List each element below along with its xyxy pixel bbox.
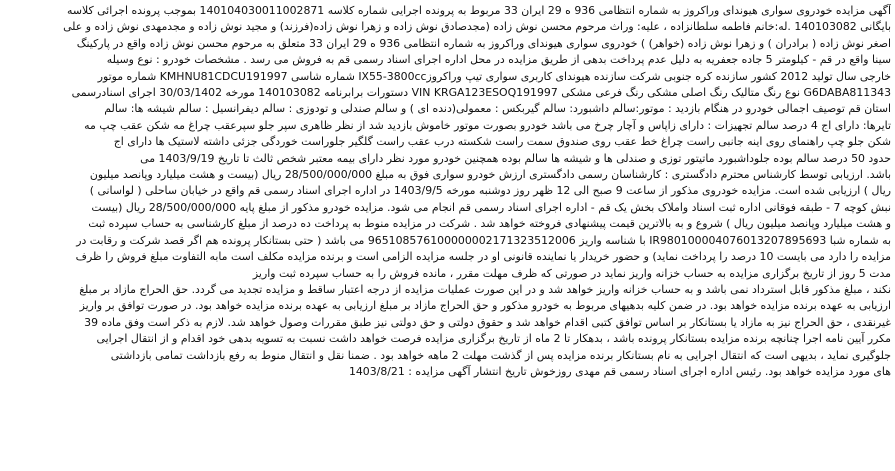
notice-line: شکن جلو چپ راهنمای روی اینه جانبی راست چراغ خط عقب روی صندوق سمت راست شکسته درب عقب راست گلگیر جلوراست خوردگی جزئی داشته لاستیک ها دارای اج [113,135,891,149]
notice-line: مکرر آیین نامه اجرا چنانچه برنده مزایده بستانکار پرونده باشد ، بدهکار تا 2 ماه از تاریخ برگزاری مزایده فرصت خواهد داشت نسبت به تسویه بدهی خود اقدام و از انتقال اجرایی [96,332,891,346]
notice-line: ریال ) ارزیابی شده است. مزایده خودروی مذکور از ساعت 9 صبح الی 12 ظهر روز دوشنبه مورخه 1403/9/5 در اداره اجرای اسناد رسمی قم واقع در خیابان ساحلی ( لواسانی ) [89,184,891,198]
notice-line: استان قم توصیف اجمالی خودرو در هنگام بازدید : موتور:سالم داشبورد: سالم گیربکس : معمولی(دنده ای ) و سالم صندلی و تودوزی : سالم دیفرانسیل : سالم شیشه ها: سالم [104,102,891,116]
notice-line: بایگانی 140103082 .له:خانم فاطمه سلطانزاده ، علیه: وراث مرحوم محسن نوش زاده (مجدصادق نوش زاده و زهرا نوش زاده(فرزند) و مجید نوش زاده و مجدمهدی نوش زاده و علی [63,20,891,34]
notice-line: های مورد مزایده خواهد بود. رئیس اداره اجرای اسناد رسمی قم مهدی روزخوش تاریخ انتشار آگهی مزایده : 1403/8/21 [348,364,891,378]
notice-line: به شماره شبا IR980100004076013207895693 با شناسه واریز 965108576100000002171323512006 می باشد ( حتی بستانکار پرونده هم اگر قصد شرکت و رقابت در [76,233,891,247]
notice-line: تایرها: دارای اج 4 درصد سالم تجهیزات : دارای زاپاس و آچار چرخ می باشد خودرو بصورت موتور خاموش بازدید شد از نظر ظاهری سپر جلو سپرعقب چراغ مه شکن عقب چپ مه [84,118,891,132]
notice-line: مزایده را دارد می بایست 10 درصد را پرداخت نماید) و حضور خریدار یا نماینده قانونی او در جلسه مزایده الزامی است و برنده مزایده مکلف است مابه التفاوت مبلغ فروش را ظرف [75,250,891,264]
notice-line: حدود 50 درصد سالم بوده جلوداشبورد ماتیتور توزی و صندلی ها و شیشه ها سالم بوده همچنین خودرو مورد نظر دارای بیمه معتبر شخص ثالث تا تاریخ 1403/9/19 می [140,151,891,165]
notice-line: نکند ، مبلغ مذکور قابل استرداد نمی باشد و به حساب خزانه واریز خواهد شد و در این صورت عملیات مزایده از درجه اعتبار ساقط و مزایده تجدید می گردد. حق الحراج مازاد بر مبلغ [79,282,891,296]
notice-line: آگهی مزایده خودروی سواری هیوندای وراکروز به شماره انتظامی 936 ه 29 ایران 33 مربوط به پرونده اجرایی شماره کلاسه 140104030011002871 بموجب پرونده اجرائی کلاسه [66,4,891,17]
notice-line: ارزیابی به عهده برنده مزایده خواهد بود. در ضمن کلیه بدهیهای مربوط به خودرو مذکور و حق الحراج مازاد بر مبلغ ارزیابی به عهده برنده مزایده خواهد بود. در صورت توافق بر واریز [79,299,891,313]
notice-line: باشد. ارزیابی توسط کارشناس محترم دادگستری : کارشناسان رسمی دادگستری ارزش خودرو سواری فوق به مبلغ 28/500/000/000 ریال (بیست و هشت میلیارد وپانصد میلیون [89,168,891,182]
notice-line: مدت 5 روز از تاریخ برگزاری مزایده به حساب خزانه واریز نماید در صورتی که ظرف مهلت مقرر ، مانده فروش را به حساب سپرده ثبت واریز [252,266,891,280]
notice-line: سینا واقع در قم - کیلومتر 5 جاده جعفریه به دلیل عدم پرداخت بدهی از طریق مزایده در محل اداره اجرای اسناد رسمی قم به فروش می رسد . مشخصات خودرو : نوع وسیله [106,53,891,67]
notice-line: غیرنقدی ، حق الحراج نیز به مازاد یا بستانکار بر اساس توافق کتبی اقدام خواهد شد و حقوق دولتی و حق دولتی نیز طبق مقررات وصول خواهد شد. لازم به ذکر است وفق ماده 39 [84,315,891,329]
notice-line: خارجی سال تولید 2012 کشور سازنده کره جنوبی شرکت سازنده هیوندای کاربری سواری تیپ وراکروزIX55-3800cc شماره شاسی KMHNU81CDCU191997 شماره موتور [97,69,891,83]
notice-line: جلوگیری نماید ، بدیهی است که انتقال اجرایی به نام بستانکار برنده مزایده پس از گذشت مهلت 2 ماهه خواهد بود . ضمنا نقل و انتقال منوط به رفع بازداشت تمامی بازداشتی [110,348,891,362]
notice-line: نبش کوچه 7 - طبقه فوقانی اداره ثبت اسناد واملاک بخش یک قم - اداره اجرای اسناد رسمی قم انجام می شود. مزایده خودرو مذکور از مبلغ پایه 28/500/000/000 ریال (بیست [91,200,891,214]
notice-line: و هشت میلیارد وپانصد میلیون ریال ) شروع و به بالاترین قیمت پیشنهادی فروخته خواهد شد . شرکت در مزایده منوط به پرداخت ده درصد از مبلغ کارشناسی به حساب سپرده ثبت [88,217,891,231]
notice-line: G6DABA811343 نوع رنگ متالیک رنگ اصلی مشکی رنگ فرعی مشکی VIN KRGA123ESOQ191997 دستورات برابرنامه 140103082 مورخه 30/03/1402 اجرای اسنادرسمی [71,86,891,100]
auction-notice-body [4,3,891,380]
notice-line: اصغر نوش زاده ( برادران ) و زهرا نوش زاده (خواهر) ) خودروی سواری هیوندای وراکروز به شماره انتظامی 936 ه 29 ایران 33 متعلق به مرحوم محسن نوش زاده واقع در پارکینگ [76,36,891,50]
